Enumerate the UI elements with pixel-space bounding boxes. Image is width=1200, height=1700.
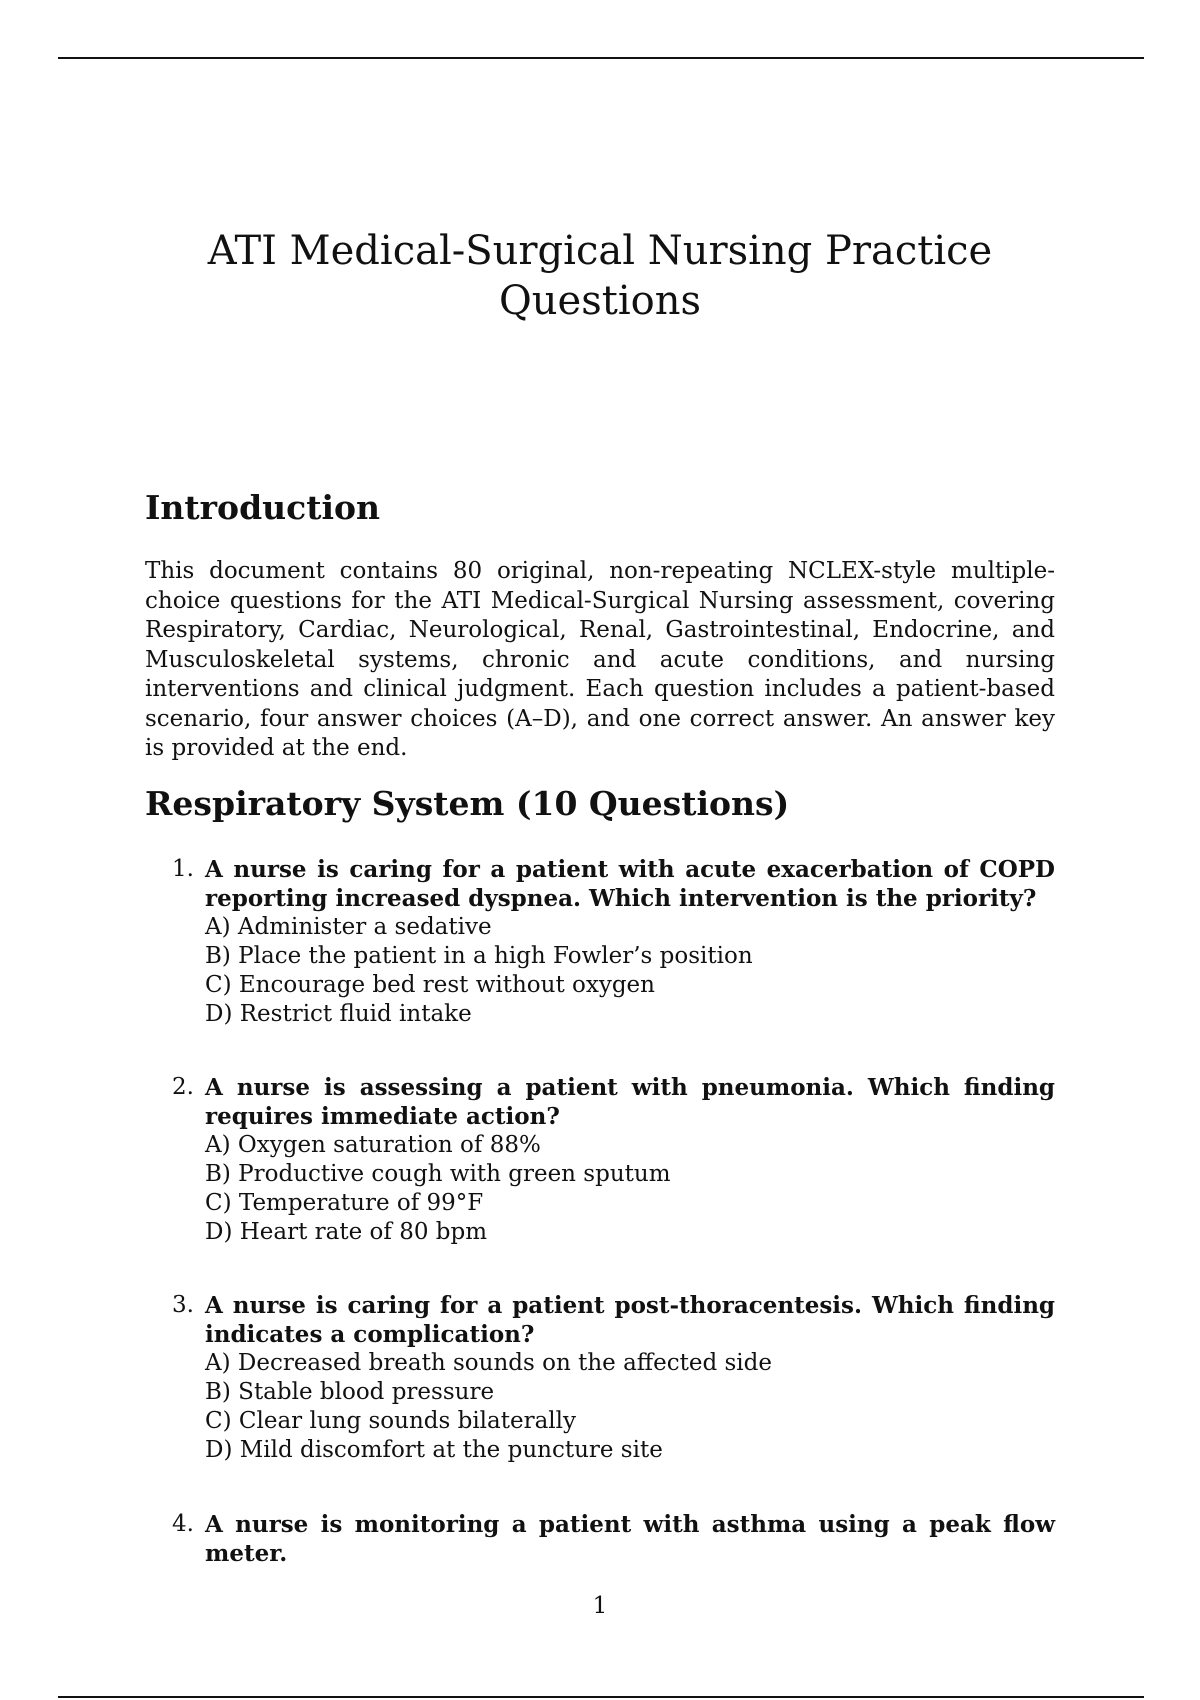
- page-bottom-rule: [58, 1696, 1144, 1698]
- answer-option-c: C) Encourage bed rest without oxygen: [205, 972, 655, 998]
- answer-option-b: B) Place the patient in a high Fowler’s position: [205, 943, 753, 969]
- introduction-paragraph: This document contains 80 original, non-repeating NCLEX-style multiple-choice questions for the ATI Medical-Surgical Nursing assessment, covering Respiratory, Cardiac, Neurological, Renal, Gastrointestinal, Endocrine, and Musculoskeletal systems, chronic and acute conditions, and nursing interventions and clinical judgment. Each question includes a patient-based scenario, four answer choices (A–D), and one correct answer. An answer key is provided at the end.: [145, 558, 1055, 761]
- answer-option-c: C) Temperature of 99°F: [205, 1190, 484, 1216]
- answer-option-a: A) Administer a sedative: [205, 914, 492, 940]
- question-number: 4.: [172, 1511, 194, 1537]
- question-number: 1.: [172, 856, 194, 882]
- question-4: [145, 1510, 1055, 1568]
- document-title: ATI Medical-Surgical Nursing Practice Questions: [207, 228, 993, 324]
- question-stem: A nurse is assessing a patient with pneumonia. Which finding requires immediate action?: [205, 1074, 1055, 1130]
- answer-option-a: A) Oxygen saturation of 88%: [205, 1132, 541, 1158]
- page-top-rule: [58, 57, 1144, 59]
- question-stem: A nurse is caring for a patient post-thoracentesis. Which finding indicates a complication?: [205, 1292, 1055, 1348]
- question-1: [145, 855, 1055, 1029]
- answer-option-b: B) Productive cough with green sputum: [205, 1161, 671, 1187]
- answer-option-d: D) Mild discomfort at the puncture site: [205, 1437, 663, 1463]
- respiratory-section-heading: Respiratory System (10 Questions): [145, 784, 790, 823]
- answer-option-b: B) Stable blood pressure: [205, 1379, 495, 1405]
- question-2: [145, 1073, 1055, 1247]
- answer-option-d: D) Heart rate of 80 bpm: [205, 1219, 488, 1245]
- introduction-heading: Introduction: [145, 488, 381, 527]
- question-stem: A nurse is monitoring a patient with asthma using a peak flow meter.: [205, 1511, 1055, 1567]
- answer-option-d: D) Restrict fluid intake: [205, 1001, 472, 1027]
- answer-option-a: A) Decreased breath sounds on the affected side: [205, 1350, 772, 1376]
- question-number: 3.: [172, 1292, 194, 1318]
- question-stem: A nurse is caring for a patient with acute exacerbation of COPD reporting increased dyspnea. Which intervention is the priority?: [205, 856, 1055, 912]
- question-3: [145, 1291, 1055, 1465]
- page-number: 1: [592, 1593, 608, 1619]
- question-number: 2.: [172, 1074, 194, 1100]
- answer-option-c: C) Clear lung sounds bilaterally: [205, 1408, 577, 1434]
